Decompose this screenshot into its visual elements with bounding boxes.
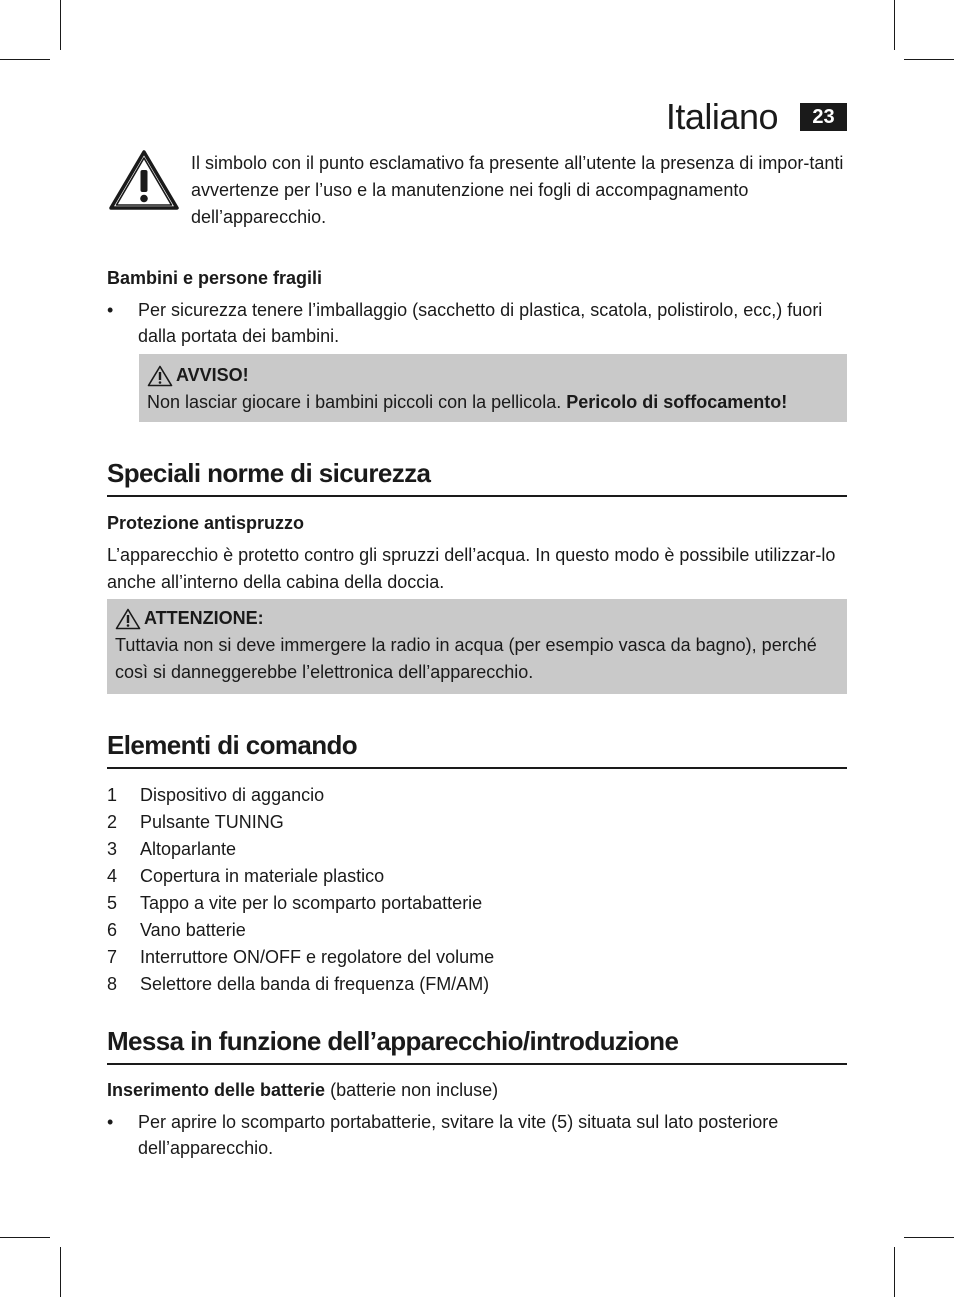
batteries-subheading-note: (batterie non incluse) [325,1080,499,1100]
list-item [107,944,707,971]
caution-callout [107,599,847,694]
warning-triangle-icon [108,148,180,212]
controls-list [107,782,707,998]
list-item-number: 5 [107,893,118,913]
list-item [107,863,707,890]
list-item-label: Altoparlante [140,839,237,859]
list-item [107,890,707,917]
batteries-subheading-bold: Inserimento delle batterie [107,1080,326,1100]
section-heading-safety: Speciali norme di sicurezza [107,458,847,497]
callout-header [147,362,847,389]
crop-mark [60,1247,61,1297]
list-item-label: Pulsante TUNING [140,812,284,832]
callout-text: Tuttavia non si deve immergere la radio in acqua (per esempio vasca da bagno), perché così si danneggerebbe l’elettronica dell’apparecchio. [115,635,817,682]
list-item-label: Vano batterie [140,920,246,940]
list-item-number: 2 [107,812,118,832]
list-item-number: 8 [107,974,118,994]
crop-mark [60,0,61,50]
list-item-label: Interruttore ON/OFF e regolatore del volume [140,947,495,967]
callout-title: ATTENZIONE: [144,608,264,628]
bullet-icon: • [107,300,114,320]
bullet-text: Per sicurezza tenere l’imballaggio (sacchetto di plastica, scatola, polistirolo, ecc,) fuori dalla portata dei bambini. [138,300,823,346]
warning-triangle-icon [147,365,173,387]
bullet-text: Per aprire lo scomparto portabatterie, svitare la vite (5) situata sul lato posteriore dell’apparecchio. [138,1112,779,1158]
page-number-badge: 23 [800,103,847,131]
list-item [107,782,707,809]
callout-body: Non lasciar giocare i bambini piccoli con la pellicola. [147,392,567,412]
crop-mark [904,59,954,60]
crop-mark [894,1247,895,1297]
intro-text: Il simbolo con il punto esclamativo fa presente all’utente la presenza di impor-tanti avvertenze per l’uso e la manutenzione nei fogli di accompagnamento dell’apparecchio. [191,153,844,227]
crop-mark [904,1237,954,1238]
callout-emphasis: Pericolo di soffocamento! [566,392,788,412]
list-item [107,836,707,863]
warning-callout [139,354,847,422]
list-item-label: Selettore della banda di frequenza (FM/AM) [140,974,490,994]
callout-text [147,389,847,416]
list-item-number: 4 [107,866,118,886]
list-item-label: Copertura in materiale plastico [140,866,385,886]
crop-mark [894,0,895,50]
list-item-label: Tappo a vite per lo scomparto portabatterie [140,893,483,913]
list-item [107,809,707,836]
crop-mark [0,1237,50,1238]
crop-mark [0,59,50,60]
splash-subheading: Protezione antispruzzo [107,513,305,533]
section-heading-setup: Messa in funzione dell’apparecchio/introduzione [107,1026,847,1065]
callout-header [115,605,839,632]
list-item-label: Dispositivo di aggancio [140,785,325,805]
children-subheading: Bambini e persone fragili [107,268,323,288]
section-heading-controls: Elementi di comando [107,730,847,769]
bullet-icon: • [107,1112,114,1132]
list-item-number: 3 [107,839,118,859]
list-item-number: 6 [107,920,118,940]
list-item [107,971,707,998]
callout-title: AVVISO! [176,365,249,385]
batteries-subheading [107,1077,498,1103]
list-item [107,917,707,944]
splash-paragraph: L’apparecchio è protetto contro gli spruzzi dell’acqua. In questo modo è possibile utilizzar-lo anche all’interno della cabina della doccia. [107,545,836,592]
list-item-number: 1 [107,785,118,805]
page-title: Italiano [665,96,778,137]
warning-triangle-icon [115,608,141,630]
list-item-number: 7 [107,947,118,967]
